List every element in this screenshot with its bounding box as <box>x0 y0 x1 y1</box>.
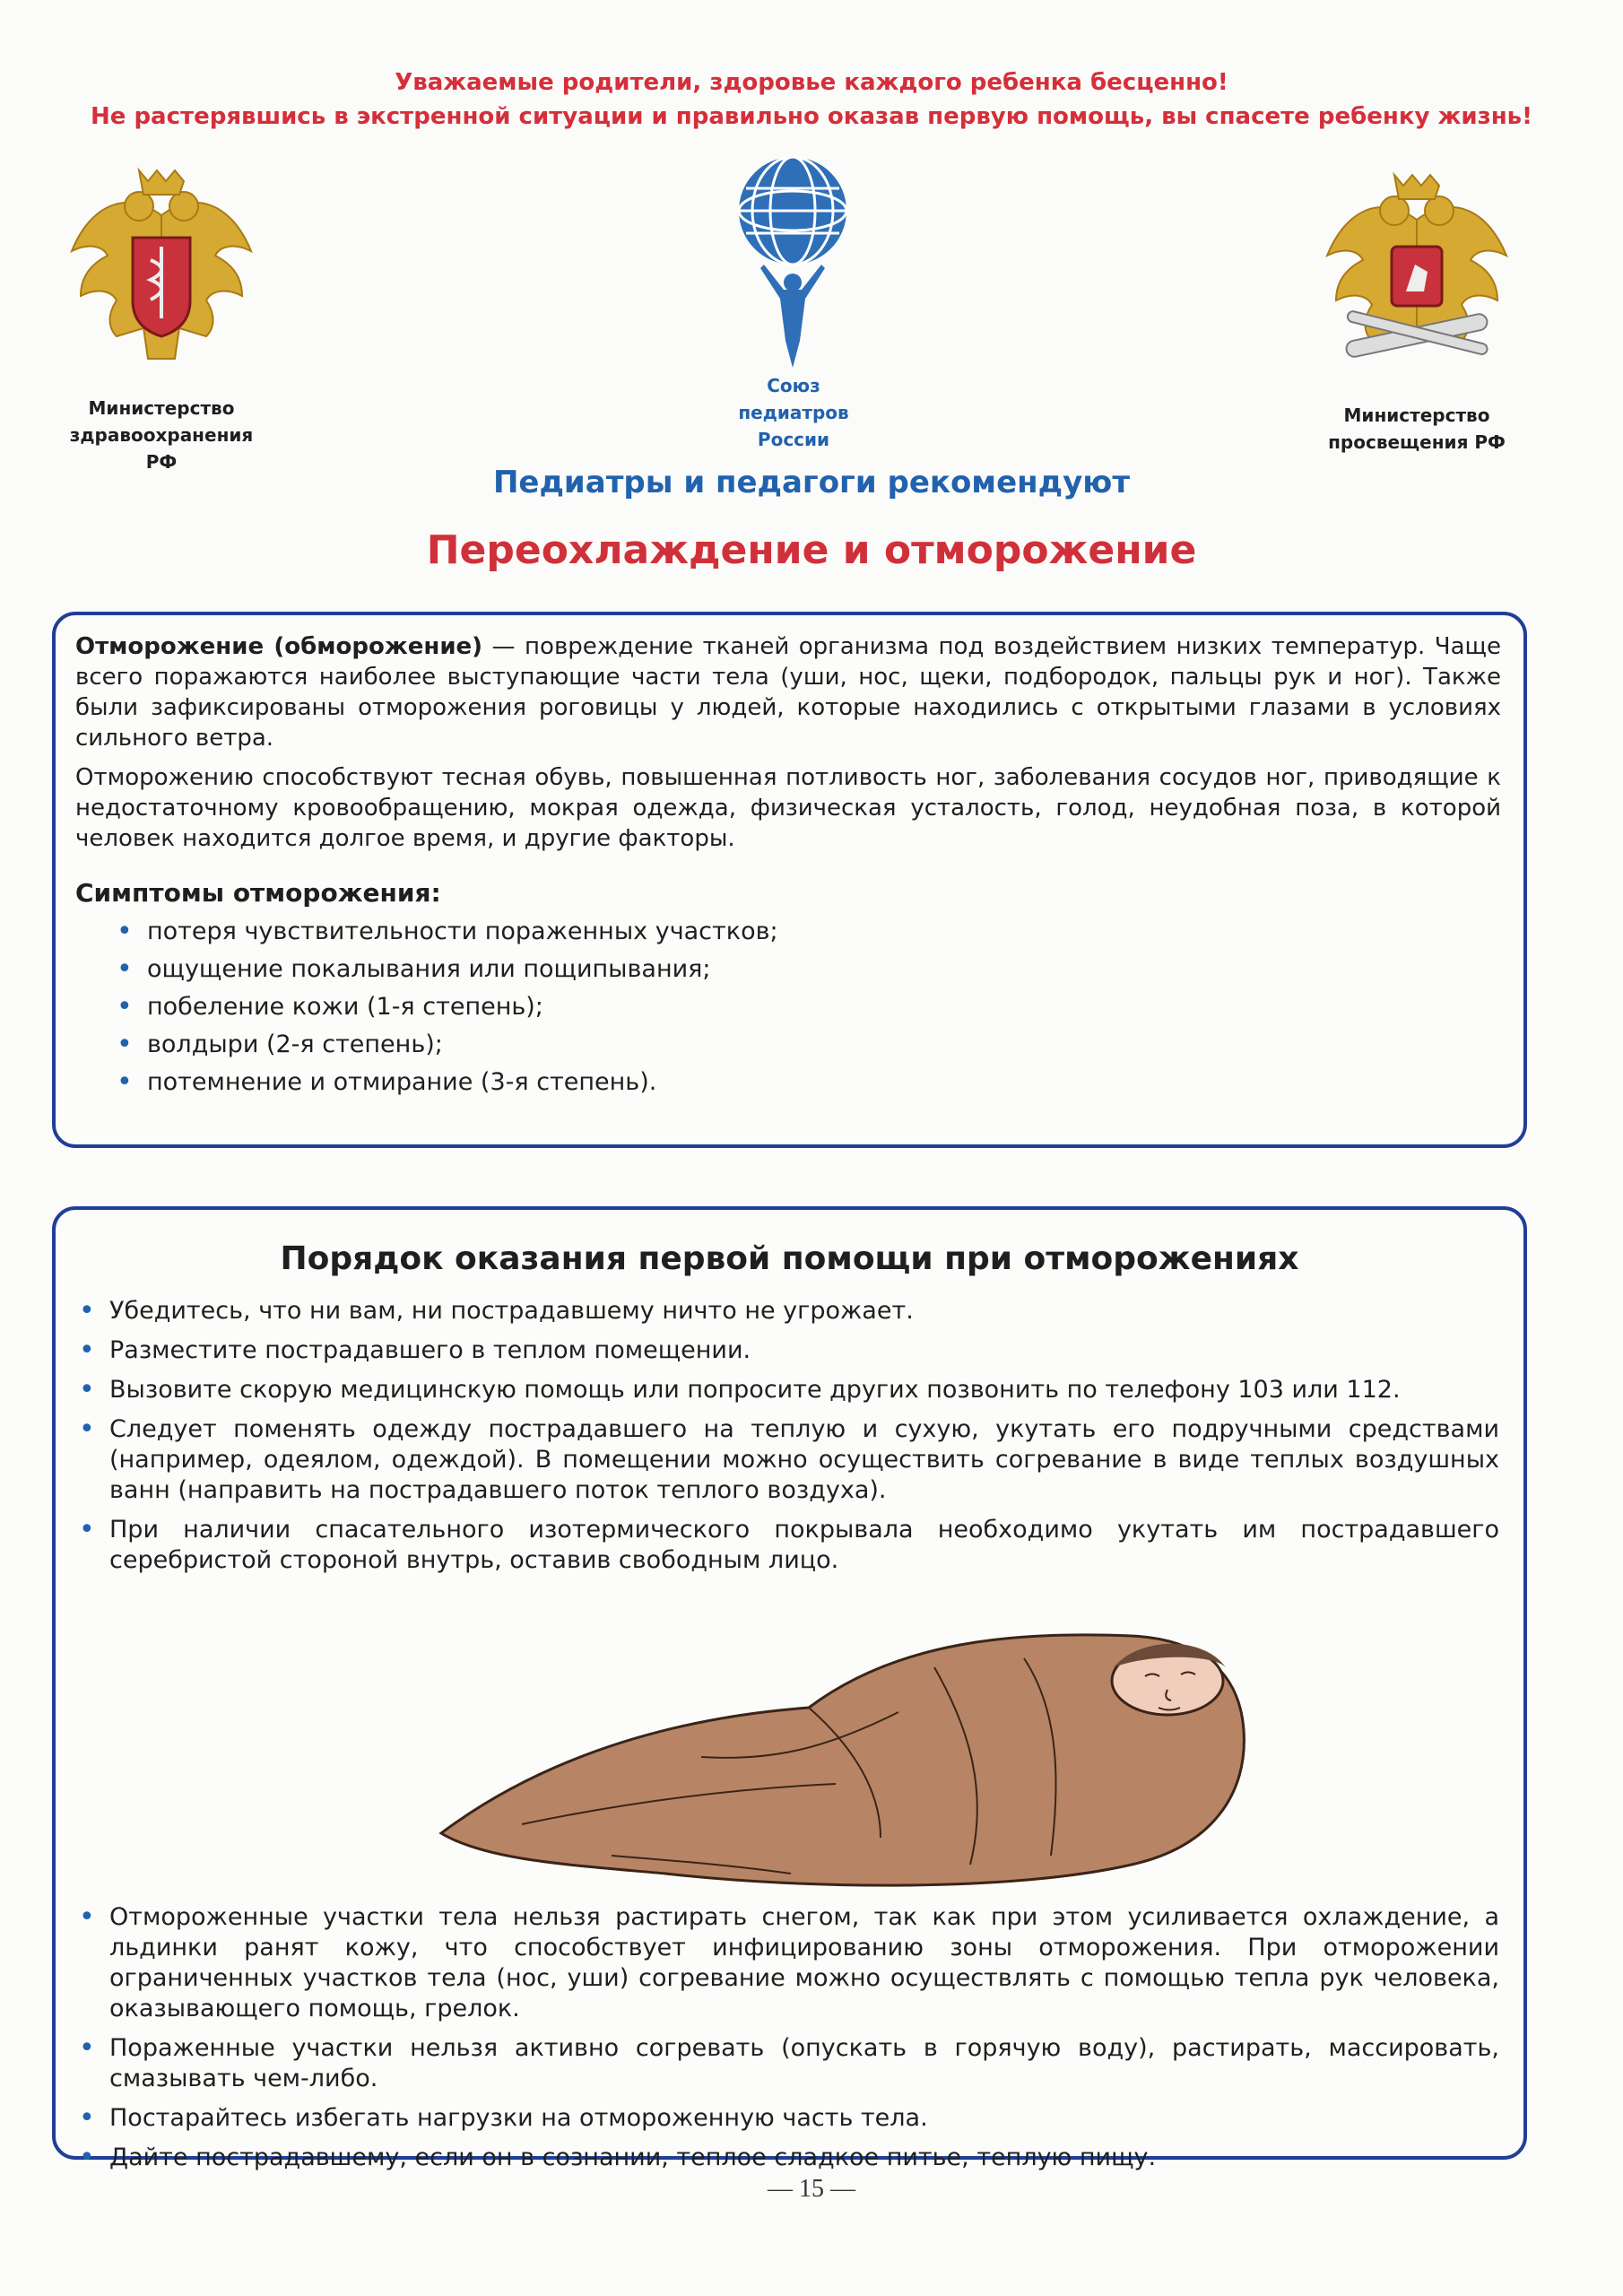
caption-line: педиатров <box>738 402 849 423</box>
wrapped-person-illustration <box>432 1605 1257 1909</box>
ministry-education-caption <box>1309 402 1524 456</box>
ministry-health-emblem <box>54 152 269 377</box>
list-item-text: Убедитесь, что ни вам, ни пострадавшему ничто не угрожает. <box>109 1297 914 1325</box>
list-item <box>111 992 1501 1022</box>
caption-line: Министерство <box>1343 404 1490 426</box>
caption-line: Министерство <box>88 397 235 419</box>
list-item <box>111 954 1501 985</box>
ministry-health-caption <box>54 395 269 475</box>
first-aid-steps <box>74 1296 1499 1576</box>
header-line-2: Не растерявшись в экстренной ситуации и правильно оказав первую помощь, вы спасете ребенку жизнь! <box>91 103 1532 130</box>
bullet-icon: • <box>79 1335 95 1366</box>
list-item <box>74 2103 1499 2134</box>
first-aid-warnings <box>74 1902 1499 2173</box>
list-item-text: Разместите пострадавшего в теплом помещении. <box>109 1336 751 1364</box>
list-item-text: Пораженные участки нельзя активно согревать (опускать в горячую воду), растирать, массировать, смазывать чем-либо. <box>109 2034 1499 2092</box>
caption-line: России <box>757 429 830 450</box>
bullet-icon: • <box>79 2032 95 2064</box>
list-item <box>111 1067 1501 1098</box>
causes-paragraph: Отморожению способствуют тесная обувь, повышенная потливость ног, заболевания сосудов ног, приводящие к недостаточному кровообращению, мокрая одежда, физическая усталость, голод, неудобная поза, в которой человек находится долгое время, и другие факторы. <box>75 764 1501 852</box>
definition-term: Отморожение (обморожение) <box>75 633 483 660</box>
ministry-education-emblem <box>1309 157 1524 381</box>
page-title: Переохлаждение и отморожение <box>426 527 1197 573</box>
first-aid-heading: Порядок оказания первой помощи при отморожениях <box>280 1240 1299 1277</box>
list-item <box>74 1335 1499 1366</box>
bullet-icon: • <box>79 1295 95 1326</box>
symptoms-list <box>111 917 1501 1098</box>
definition-panel <box>52 612 1527 1148</box>
bullet-icon: • <box>79 2142 95 2173</box>
list-item-text: Дайте пострадавшему, если он в сознании, теплое сладкое питье, теплую пищу. <box>109 2144 1157 2171</box>
list-item <box>111 917 1501 947</box>
bullet-icon: • <box>79 1514 95 1545</box>
bullet-icon: • <box>79 2102 95 2134</box>
list-item <box>111 1030 1501 1060</box>
list-item <box>74 2033 1499 2094</box>
caption-line: здравоохранения РФ <box>69 424 254 473</box>
pediatricians-union-logo <box>728 148 858 372</box>
page-number: — 15 — <box>768 2175 855 2203</box>
list-item <box>74 1296 1499 1326</box>
list-item <box>74 1414 1499 1506</box>
list-item-text: Вызовите скорую медицинскую помощь или попросите других позвонить по телефону 103 или 112. <box>109 1376 1401 1404</box>
header-line-1: Уважаемые родители, здоровье каждого ребенка бесценно! <box>395 69 1228 96</box>
list-item-text: Отмороженные участки тела нельзя растирать снегом, так как при этом усиливается охлаждение, а льдинки ранят кожу, что способствует инфицированию зоны отморожения. При отморожении ограниченных участков тела (нос, уши) согревание можно осуществлять с помощью тепла рук человека, оказывающего помощь, грелок. <box>109 1903 1499 2022</box>
list-item-text: потемнение и отмирание (3-я степень). <box>147 1068 657 1096</box>
bullet-icon: • <box>79 1413 95 1445</box>
list-item <box>74 1902 1499 2024</box>
caption-line: просвещения РФ <box>1328 431 1506 453</box>
bullet-icon: • <box>79 1901 95 1933</box>
list-item-text: побеление кожи (1-я степень); <box>147 993 543 1021</box>
bullet-icon: • <box>117 1029 133 1060</box>
list-item-text: волдыри (2-я степень); <box>147 1031 443 1058</box>
list-item-text: потеря чувствительности пораженных участков; <box>147 918 778 945</box>
list-item-text: ощущение покалывания или пощипывания; <box>147 955 711 983</box>
first-aid-panel <box>52 1206 1527 2173</box>
bullet-icon: • <box>117 953 133 985</box>
list-item <box>74 1515 1499 1576</box>
bullet-icon: • <box>117 916 133 947</box>
bullet-icon: • <box>117 1066 133 1098</box>
list-item <box>74 1375 1499 1405</box>
definition-content <box>75 631 1501 1098</box>
list-item-text: При наличии спасательного изотермического покрывала необходимо укутать им пострадавшего серебристой стороной внутрь, оставив свободным лицо. <box>109 1516 1499 1574</box>
bullet-icon: • <box>79 1374 95 1405</box>
definition-text: — повреждение тканей организма под воздействием низких температур. Чаще всего поражаются наиболее выступающие части тела (уши, нос, щеки, подбородок, пальцы рук и ног). Также были зафиксированы отморожения роговицы у людей, которые находились с открытыми глазами в условиях сильного ветра. <box>75 633 1501 752</box>
pediatricians-union-caption <box>699 372 888 453</box>
caption-line: Союз <box>767 375 820 396</box>
symptoms-heading: Симптомы отморожения: <box>75 878 441 908</box>
list-item-text: Следует поменять одежду пострадавшего на теплую и сухую, укутать его подручными средствами (например, одеялом, одеждой). В помещении можно осуществить согревание в виде теплых воздушных ванн (направить на пострадавшего поток теплого воздуха). <box>109 1415 1499 1504</box>
list-item-text: Постарайтесь избегать нагрузки на отмороженную часть тела. <box>109 2104 928 2132</box>
definition-paragraph <box>75 631 1501 753</box>
page-subtitle: Педиатры и педагоги рекомендуют <box>492 465 1131 500</box>
bullet-icon: • <box>117 991 133 1022</box>
list-item <box>74 2143 1499 2173</box>
